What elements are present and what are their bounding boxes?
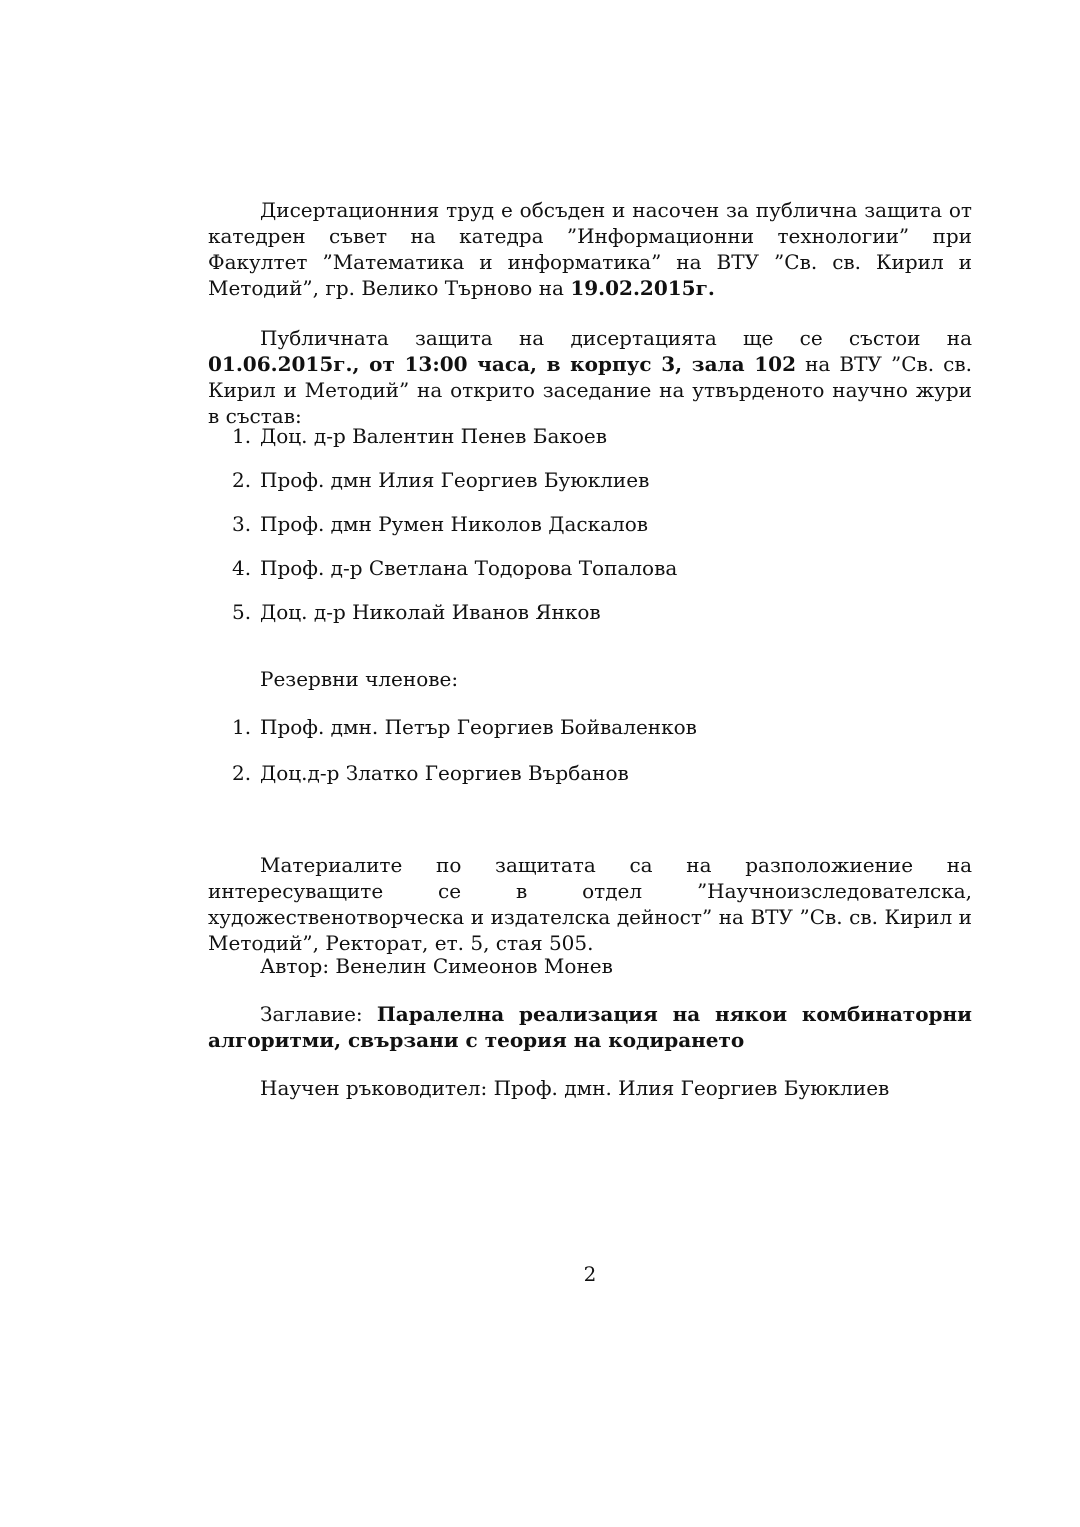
discussion-text: Дисертационния труд е обсъден и насочен за публична защита от катедрен съвет на катедра ”Информационни технологии” при Факултет ”Математика и информатика” на ВТУ ”Св. св. Кирил и Методий”, гр. Велико Търново на [208,198,972,300]
title-label: Заглавие: [260,1002,377,1026]
list-item: 3. Проф. дмн Румен Николов Даскалов [232,512,649,536]
author-line: Автор: Венелин Симеонов Монев [260,954,613,978]
list-item: 2. Доц.д-р Златко Георгиев Върбанов [232,761,629,785]
paragraph-discussion [208,197,972,301]
list-item: 1. Проф. дмн. Петър Георгиев Бойваленков [232,715,697,739]
defense-text-pre: Публичната защита на дисертацията ще се състои на [260,326,972,350]
title-paragraph [208,1001,972,1053]
defense-date-place: 01.06.2015г., от 13:00 часа, в корпус 3, зала 102 [208,352,797,376]
list-item: 4. Проф. д-р Светлана Тодорова Топалова [232,556,678,580]
page-number: 2 [583,1262,597,1286]
discussion-date: 19.02.2015г. [570,276,715,300]
list-item: 5. Доц. д-р Николай Иванов Янков [232,600,601,624]
paragraph-materials: Материалите по защитата са на разположиение на интересуващите се в отдел ”Научноизследователска, художественотворческа и издателска дейност” на ВТУ ”Св. св. Кирил и Методий”, Ректорат, ет. 5, стая 505. [208,853,972,955]
reserve-heading: Резервни членове: [260,667,459,691]
defense-text-post: на ВТУ ”Св. св. Кирил и Методий” на открито заседание на утвърденото научно жури в състав: [208,352,973,428]
list-item: 2. Проф. дмн Илия Георгиев Буюклиев [232,468,650,492]
title-text: Паралелна реализация на някои комбинаторни алгоритми, свързани с теория на кодирането [208,1002,973,1052]
list-item: 1. Доц. д-р Валентин Пенев Бакоев [232,424,608,448]
paragraph-defense [208,325,972,429]
supervisor-line: Научен ръководител: Проф. дмн. Илия Георгиев Буюклиев [260,1076,890,1100]
